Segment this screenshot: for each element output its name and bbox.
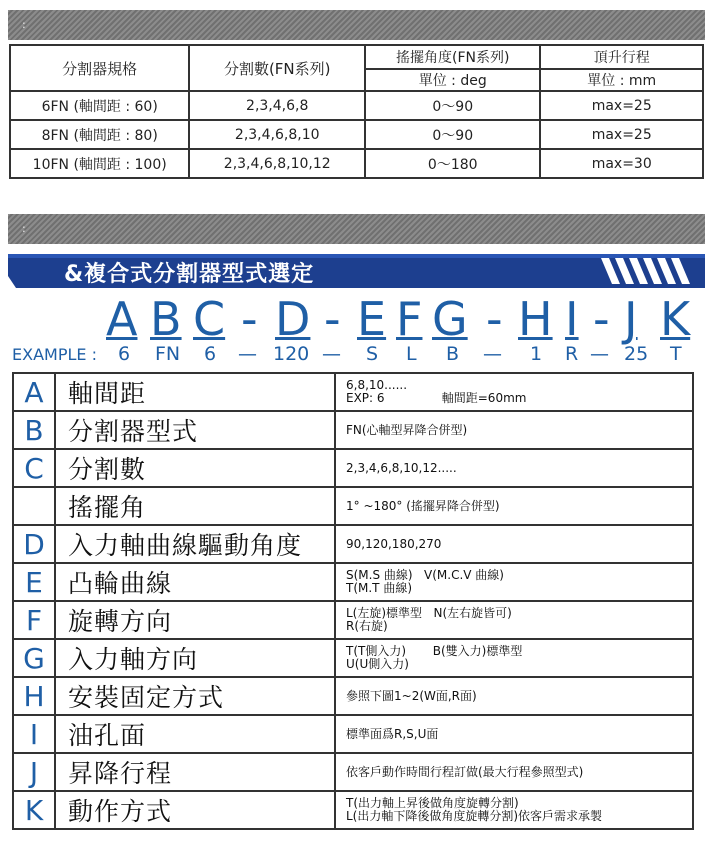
code-description-line: 參照下圖1~2(W面,R面) <box>346 688 477 703</box>
code-description-line: EXP: 6 軸間距=60mm <box>346 391 527 405</box>
table-row <box>13 373 693 411</box>
section-bar-mark: : <box>22 222 26 235</box>
code-description-line: T(T側入力) B(雙入力)標準型 <box>346 644 523 658</box>
table-row <box>13 639 693 677</box>
example-row <box>0 343 713 367</box>
spec-cell-stroke: max=25 <box>540 91 703 120</box>
spec-cell-angle: 0～90 <box>365 120 540 149</box>
table-row <box>13 601 693 639</box>
example-value: 1 <box>530 343 543 365</box>
code-description-line: L(左旋)標準型 N(左右旋皆可) <box>346 606 512 620</box>
code-description-line: FN(心軸型昇降合併型) <box>346 422 468 437</box>
code-description-line: L(出力軸下降後做角度旋轉分割)依客戶需求承製 <box>346 809 603 823</box>
banner-title: &複合式分割器型式選定 <box>64 262 315 287</box>
code-name: 軸間距 <box>55 373 335 411</box>
code-separator: - <box>593 292 610 346</box>
code-name: 安裝固定方式 <box>55 677 335 715</box>
table-row <box>13 487 693 525</box>
code-name: 凸輪曲線 <box>55 563 335 601</box>
code-description <box>335 791 693 829</box>
spec-header-angle: 搖擺角度(FN系列) <box>365 45 540 69</box>
code-description <box>335 677 693 715</box>
code-description <box>335 411 693 449</box>
code-letter: A <box>106 292 138 346</box>
table-row <box>13 449 693 487</box>
spec-cell-divisions: 2,3,4,6,8,10 <box>189 120 365 149</box>
spec-cell-divisions: 2,3,4,6,8,10,12 <box>189 149 365 178</box>
table-row <box>13 791 693 829</box>
code-letter: H <box>518 292 553 346</box>
spec-cell-stroke: max=25 <box>540 120 703 149</box>
code-name: 油孔面 <box>55 715 335 753</box>
code-letter: C <box>193 292 226 346</box>
code-description <box>335 639 693 677</box>
spec-cell-model: 6FN (軸間距 : 60) <box>10 91 189 120</box>
code-letter: K <box>660 292 691 346</box>
code-letter: I <box>565 292 579 346</box>
spec-cell-stroke: max=30 <box>540 149 703 178</box>
code-letter: B <box>150 292 182 346</box>
example-value: T <box>670 343 682 365</box>
code-key: K <box>13 791 55 829</box>
code-description-line: T(M.T 曲線) <box>346 581 413 595</box>
code-description <box>335 715 693 753</box>
table-row <box>13 753 693 791</box>
code-description-line: 依客戶動作時間行程訂做(最大行程參照型式) <box>346 764 584 779</box>
code-description <box>335 449 693 487</box>
code-name: 入力軸曲線驅動角度 <box>55 525 335 563</box>
table-row <box>13 525 693 563</box>
code-description-line: 90,120,180,270 <box>346 536 442 551</box>
code-letter: E <box>357 292 387 346</box>
code-description-line: S(M.S 曲線) V(M.C.V 曲線) <box>346 568 504 582</box>
code-letter: F <box>396 292 423 346</box>
code-letter: D <box>275 292 311 346</box>
code-name: 入力軸方向 <box>55 639 335 677</box>
code-description <box>335 601 693 639</box>
code-description <box>335 753 693 791</box>
example-value: — <box>238 343 257 365</box>
code-key: J <box>13 753 55 791</box>
code-letter: G <box>432 292 468 346</box>
table-row <box>13 411 693 449</box>
table-row <box>10 91 703 120</box>
example-value: S <box>366 343 379 365</box>
spec-header-model: 分割器規格 <box>10 45 189 91</box>
code-key: E <box>13 563 55 601</box>
code-key: H <box>13 677 55 715</box>
code-letter: J <box>624 292 638 346</box>
title-banner <box>8 254 705 288</box>
example-value: 25 <box>624 343 649 365</box>
code-description <box>335 487 693 525</box>
example-value: 6 <box>118 343 131 365</box>
code-key: G <box>13 639 55 677</box>
code-key: I <box>13 715 55 753</box>
spec-header-stroke-unit: 單位 : mm <box>540 69 703 91</box>
example-value: — <box>483 343 502 365</box>
model-code <box>0 292 713 344</box>
section-bar-top <box>8 10 705 40</box>
code-description-line: T(出力軸上昇後做角度旋轉分割) <box>346 796 519 810</box>
code-separator: - <box>241 292 258 346</box>
table-row <box>13 677 693 715</box>
code-name: 分割數 <box>55 449 335 487</box>
code-key <box>13 487 55 525</box>
table-row <box>13 715 693 753</box>
code-key: F <box>13 601 55 639</box>
code-description-line: 2,3,4,6,8,10,12..... <box>346 460 457 475</box>
table-row <box>10 149 703 178</box>
code-description-line: U(U側入力) <box>346 657 409 671</box>
code-key: B <box>13 411 55 449</box>
spec-cell-model: 8FN (軸間距 : 80) <box>10 120 189 149</box>
spec-cell-divisions: 2,3,4,6,8 <box>189 91 365 120</box>
code-key: A <box>13 373 55 411</box>
code-separator: - <box>324 292 341 346</box>
example-value: L <box>406 343 417 365</box>
spec-header-stroke: 頂升行程 <box>540 45 703 69</box>
table-row <box>13 563 693 601</box>
code-definition-table <box>12 372 694 830</box>
spec-table <box>9 44 704 179</box>
code-separator: - <box>486 292 503 346</box>
code-name: 動作方式 <box>55 791 335 829</box>
section-bar-lower <box>8 214 705 244</box>
spec-cell-model: 10FN (軸間距 : 100) <box>10 149 189 178</box>
code-key: D <box>13 525 55 563</box>
code-description-line: 6,8,10...... <box>346 378 408 392</box>
spec-header-divisions: 分割數(FN系列) <box>189 45 365 91</box>
code-name: 分割器型式 <box>55 411 335 449</box>
code-description-line: R(右旋) <box>346 619 388 633</box>
code-description-line: 1° ~180° (搖擺昇降合併型) <box>346 498 500 513</box>
code-description <box>335 525 693 563</box>
example-value: FN <box>155 343 181 365</box>
example-label: EXAMPLE : <box>12 345 97 364</box>
example-value: R <box>565 343 579 365</box>
example-value: B <box>446 343 460 365</box>
spec-cell-angle: 0～180 <box>365 149 540 178</box>
example-value: — <box>590 343 609 365</box>
code-description <box>335 563 693 601</box>
example-value: — <box>322 343 341 365</box>
example-value: 6 <box>204 343 217 365</box>
example-value: 120 <box>273 343 310 365</box>
spec-header-angle-unit: 單位 : deg <box>365 69 540 91</box>
code-name: 旋轉方向 <box>55 601 335 639</box>
code-name: 昇降行程 <box>55 753 335 791</box>
spec-cell-angle: 0～90 <box>365 91 540 120</box>
code-name: 搖擺角 <box>55 487 335 525</box>
code-description-line: 標準面爲R,S,U面 <box>346 726 439 741</box>
section-bar-mark: : <box>22 18 26 31</box>
code-description <box>335 373 693 411</box>
table-row <box>10 120 703 149</box>
code-key: C <box>13 449 55 487</box>
